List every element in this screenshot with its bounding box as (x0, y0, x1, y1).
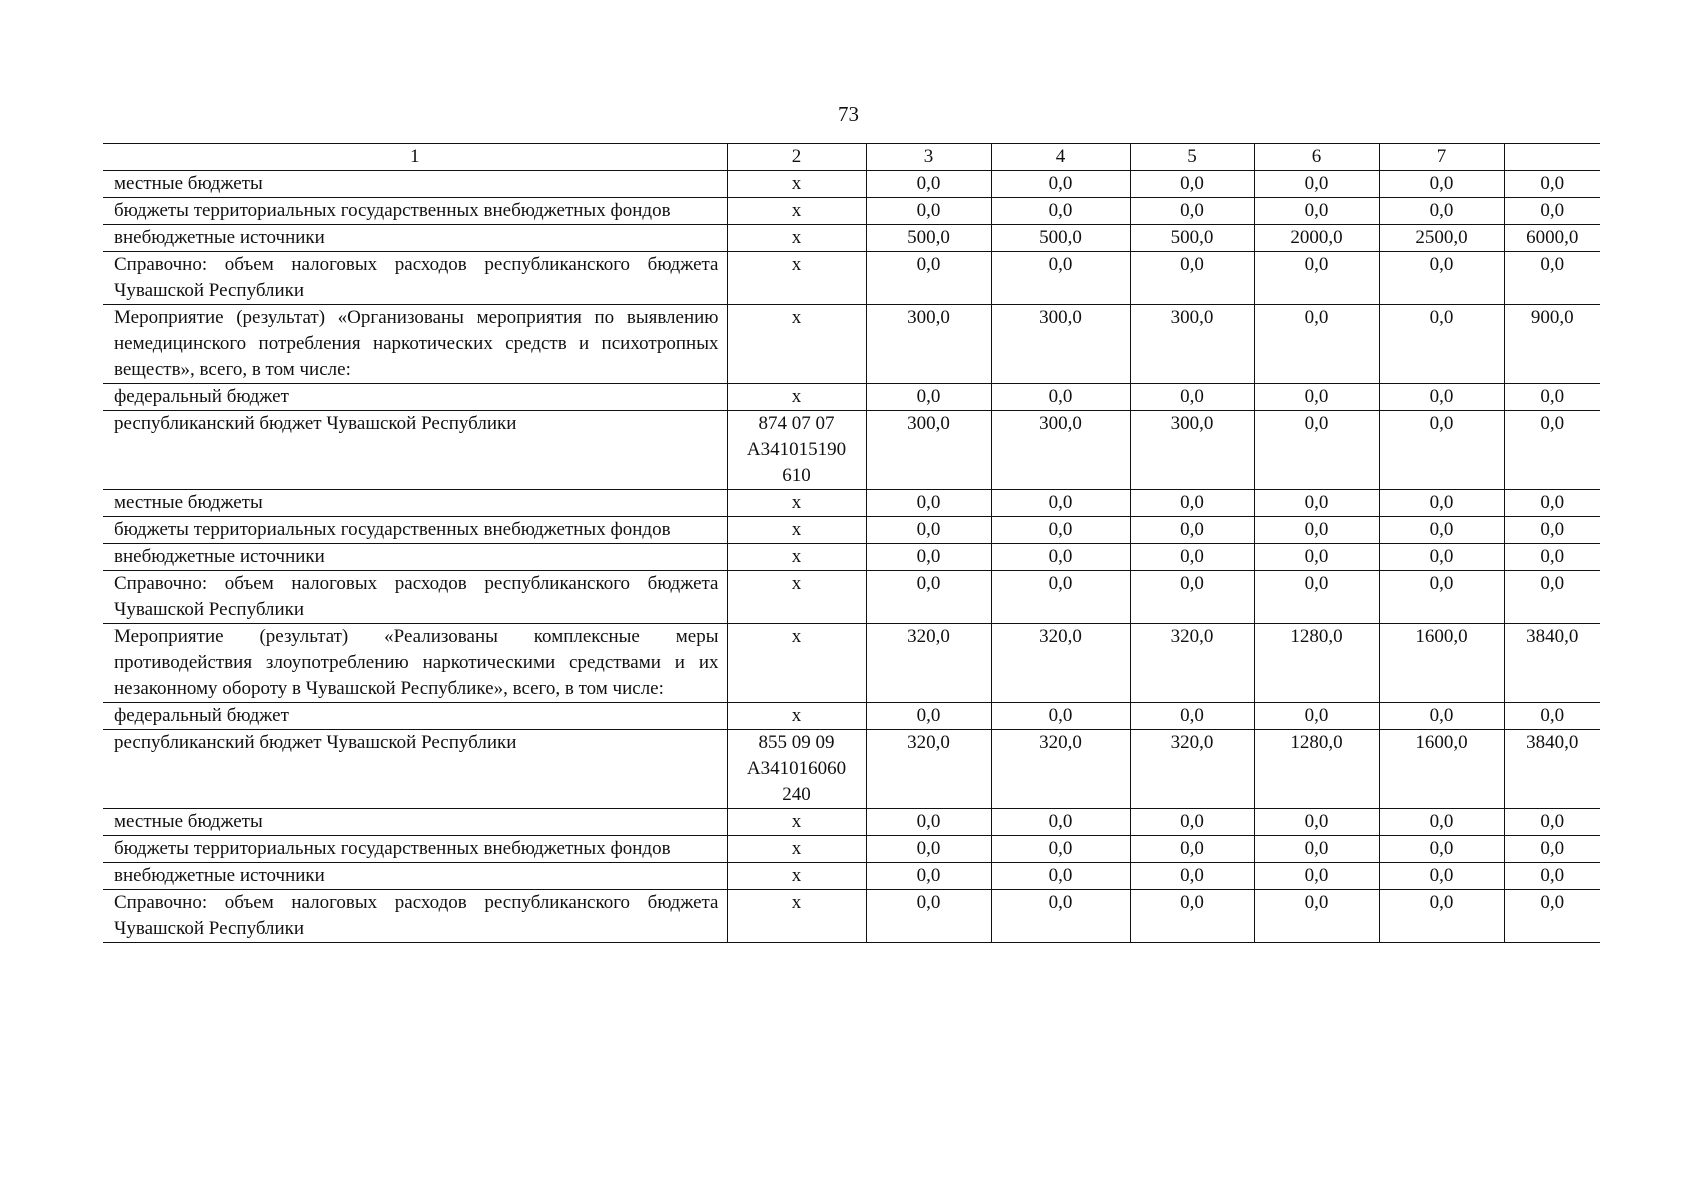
table-row (103, 225, 1600, 252)
amount-cell: 0,0 (866, 490, 991, 517)
amount-cell: 0,0 (1254, 490, 1379, 517)
amount-cell: 320,0 (1130, 730, 1254, 809)
table-row (103, 411, 1600, 490)
amount-cell: 900,0 (1504, 305, 1600, 384)
table-row (103, 252, 1600, 305)
amount-cell: 0,0 (1130, 836, 1254, 863)
amount-cell: 0,0 (991, 252, 1130, 305)
amount-cell: 1600,0 (1379, 730, 1504, 809)
amount-cell: 300,0 (991, 305, 1130, 384)
row-description: Справочно: объем налоговых расходов республиканского бюджета Чувашской Республики (103, 252, 727, 305)
column-header-5: 5 (1130, 144, 1254, 171)
amount-cell: 0,0 (1379, 252, 1504, 305)
table-body (103, 144, 1600, 943)
amount-cell: 0,0 (1254, 544, 1379, 571)
amount-cell: 6000,0 (1504, 225, 1600, 252)
amount-cell: 0,0 (1254, 571, 1379, 624)
page-number: 73 (838, 102, 859, 126)
budget-classification-code: х (727, 171, 866, 198)
budget-classification-code: х (727, 703, 866, 730)
row-description: бюджеты территориальных государственных внебюджетных фондов (103, 836, 727, 863)
amount-cell: 0,0 (1254, 863, 1379, 890)
table-row (103, 863, 1600, 890)
amount-cell: 0,0 (1379, 305, 1504, 384)
amount-cell: 0,0 (1504, 890, 1600, 943)
amount-cell: 0,0 (1379, 836, 1504, 863)
amount-cell: 0,0 (1504, 384, 1600, 411)
row-description: республиканский бюджет Чувашской Республики (103, 411, 727, 490)
column-header-4: 4 (991, 144, 1130, 171)
amount-cell: 0,0 (1504, 809, 1600, 836)
budget-classification-code: х (727, 571, 866, 624)
amount-cell: 0,0 (991, 517, 1130, 544)
amount-cell: 0,0 (991, 384, 1130, 411)
amount-cell: 0,0 (1254, 890, 1379, 943)
budget-table (103, 143, 1600, 943)
row-description: федеральный бюджет (103, 384, 727, 411)
amount-cell: 0,0 (1504, 703, 1600, 730)
table-row (103, 836, 1600, 863)
amount-cell: 0,0 (1254, 198, 1379, 225)
amount-cell: 0,0 (1379, 411, 1504, 490)
table-row (103, 544, 1600, 571)
row-description: республиканский бюджет Чувашской Республики (103, 730, 727, 809)
amount-cell: 0,0 (1379, 703, 1504, 730)
budget-classification-code: х (727, 225, 866, 252)
amount-cell: 0,0 (1130, 384, 1254, 411)
amount-cell: 0,0 (1504, 836, 1600, 863)
amount-cell: 300,0 (991, 411, 1130, 490)
amount-cell: 500,0 (991, 225, 1130, 252)
amount-cell: 0,0 (1130, 703, 1254, 730)
table-row (103, 624, 1600, 703)
row-description: Справочно: объем налоговых расходов республиканского бюджета Чувашской Республики (103, 890, 727, 943)
amount-cell: 0,0 (1504, 252, 1600, 305)
amount-cell: 300,0 (1130, 305, 1254, 384)
row-description: местные бюджеты (103, 809, 727, 836)
row-description: Мероприятие (результат) «Организованы мероприятия по выявлению немедицинского потребления наркотических средств и психотропных веществ», всего, в том числе: (103, 305, 727, 384)
row-description: Мероприятие (результат) «Реализованы комплексные меры противодействия злоупотреблению наркотическими средствами и их незаконному обороту в Чувашской Республике», всего, в том числе: (103, 624, 727, 703)
amount-cell: 0,0 (1379, 890, 1504, 943)
amount-cell: 0,0 (1379, 863, 1504, 890)
amount-cell: 320,0 (991, 624, 1130, 703)
amount-cell: 0,0 (1254, 809, 1379, 836)
table-row (103, 730, 1600, 809)
amount-cell: 0,0 (991, 198, 1130, 225)
amount-cell: 0,0 (1130, 517, 1254, 544)
budget-classification-code: х (727, 863, 866, 890)
amount-cell: 0,0 (1379, 571, 1504, 624)
amount-cell: 0,0 (991, 863, 1130, 890)
amount-cell: 0,0 (991, 544, 1130, 571)
table-row (103, 571, 1600, 624)
row-description: федеральный бюджет (103, 703, 727, 730)
amount-cell: 0,0 (1504, 544, 1600, 571)
table-row (103, 384, 1600, 411)
row-description: местные бюджеты (103, 490, 727, 517)
amount-cell: 0,0 (1379, 198, 1504, 225)
table-row (103, 198, 1600, 225)
column-header-3: 3 (866, 144, 991, 171)
amount-cell: 300,0 (866, 411, 991, 490)
amount-cell: 1280,0 (1254, 730, 1379, 809)
amount-cell: 500,0 (1130, 225, 1254, 252)
amount-cell: 0,0 (866, 252, 991, 305)
amount-cell: 0,0 (1254, 836, 1379, 863)
column-header-7: 7 (1379, 144, 1504, 171)
table-row (103, 305, 1600, 384)
budget-classification-code: х (727, 809, 866, 836)
amount-cell: 0,0 (991, 703, 1130, 730)
table-row (103, 490, 1600, 517)
row-description: бюджеты территориальных государственных внебюджетных фондов (103, 517, 727, 544)
amount-cell: 320,0 (1130, 624, 1254, 703)
amount-cell: 0,0 (1254, 171, 1379, 198)
budget-classification-code: х (727, 384, 866, 411)
column-header-1: 1 (103, 144, 727, 171)
amount-cell: 0,0 (1379, 544, 1504, 571)
budget-classification-code: х (727, 624, 866, 703)
amount-cell: 0,0 (1504, 198, 1600, 225)
amount-cell: 1280,0 (1254, 624, 1379, 703)
budget-classification-code: х (727, 517, 866, 544)
budget-classification-code: х (727, 890, 866, 943)
amount-cell: 0,0 (991, 571, 1130, 624)
amount-cell: 0,0 (991, 809, 1130, 836)
amount-cell: 0,0 (1254, 703, 1379, 730)
amount-cell: 2000,0 (1254, 225, 1379, 252)
amount-cell: 0,0 (991, 490, 1130, 517)
amount-cell: 320,0 (991, 730, 1130, 809)
amount-cell: 0,0 (991, 171, 1130, 198)
amount-cell: 0,0 (1254, 411, 1379, 490)
amount-cell: 0,0 (991, 836, 1130, 863)
amount-cell: 0,0 (1130, 890, 1254, 943)
amount-cell: 0,0 (1130, 863, 1254, 890)
amount-cell: 300,0 (1130, 411, 1254, 490)
budget-classification-code: 855 09 09 А341016060 240 (727, 730, 866, 809)
amount-cell: 0,0 (1254, 517, 1379, 544)
amount-cell: 0,0 (1130, 198, 1254, 225)
amount-cell: 0,0 (1379, 384, 1504, 411)
amount-cell: 500,0 (866, 225, 991, 252)
column-header-6: 6 (1254, 144, 1379, 171)
table-row (103, 809, 1600, 836)
row-description: местные бюджеты (103, 171, 727, 198)
amount-cell: 0,0 (1379, 490, 1504, 517)
amount-cell: 0,0 (866, 198, 991, 225)
amount-cell: 0,0 (866, 890, 991, 943)
budget-classification-code: 874 07 07 А341015190 610 (727, 411, 866, 490)
amount-cell: 0,0 (866, 863, 991, 890)
row-description: бюджеты территориальных государственных внебюджетных фондов (103, 198, 727, 225)
budget-classification-code: х (727, 252, 866, 305)
amount-cell: 0,0 (866, 384, 991, 411)
amount-cell: 0,0 (1130, 171, 1254, 198)
amount-cell: 0,0 (866, 703, 991, 730)
amount-cell: 0,0 (991, 890, 1130, 943)
column-header-8 (1504, 144, 1600, 171)
budget-classification-code: х (727, 836, 866, 863)
amount-cell: 0,0 (866, 836, 991, 863)
row-description: внебюджетные источники (103, 863, 727, 890)
amount-cell: 0,0 (1504, 863, 1600, 890)
amount-cell: 0,0 (1379, 809, 1504, 836)
budget-classification-code: х (727, 490, 866, 517)
amount-cell: 0,0 (1130, 571, 1254, 624)
amount-cell: 2500,0 (1379, 225, 1504, 252)
row-description: Справочно: объем налоговых расходов республиканского бюджета Чувашской Республики (103, 571, 727, 624)
amount-cell: 0,0 (1379, 517, 1504, 544)
header-row (103, 144, 1600, 171)
amount-cell: 0,0 (866, 809, 991, 836)
budget-classification-code: х (727, 544, 866, 571)
table-row (103, 703, 1600, 730)
amount-cell: 0,0 (1504, 171, 1600, 198)
amount-cell: 320,0 (866, 730, 991, 809)
amount-cell: 0,0 (1254, 252, 1379, 305)
amount-cell: 0,0 (866, 544, 991, 571)
budget-classification-code: х (727, 198, 866, 225)
table-row (103, 890, 1600, 943)
amount-cell: 0,0 (1379, 171, 1504, 198)
amount-cell: 0,0 (1504, 517, 1600, 544)
amount-cell: 0,0 (1130, 544, 1254, 571)
table-row (103, 517, 1600, 544)
amount-cell: 0,0 (1254, 305, 1379, 384)
row-description: внебюджетные источники (103, 544, 727, 571)
column-header-2: 2 (727, 144, 866, 171)
table-row (103, 171, 1600, 198)
amount-cell: 320,0 (866, 624, 991, 703)
amount-cell: 0,0 (1504, 571, 1600, 624)
amount-cell: 300,0 (866, 305, 991, 384)
amount-cell: 1600,0 (1379, 624, 1504, 703)
budget-classification-code: х (727, 305, 866, 384)
amount-cell: 0,0 (1504, 411, 1600, 490)
amount-cell: 0,0 (1504, 490, 1600, 517)
amount-cell: 0,0 (866, 517, 991, 544)
amount-cell: 3840,0 (1504, 730, 1600, 809)
amount-cell: 0,0 (1254, 384, 1379, 411)
amount-cell: 0,0 (1130, 809, 1254, 836)
row-description: внебюджетные источники (103, 225, 727, 252)
amount-cell: 3840,0 (1504, 624, 1600, 703)
amount-cell: 0,0 (866, 171, 991, 198)
amount-cell: 0,0 (1130, 490, 1254, 517)
amount-cell: 0,0 (1130, 252, 1254, 305)
amount-cell: 0,0 (866, 571, 991, 624)
